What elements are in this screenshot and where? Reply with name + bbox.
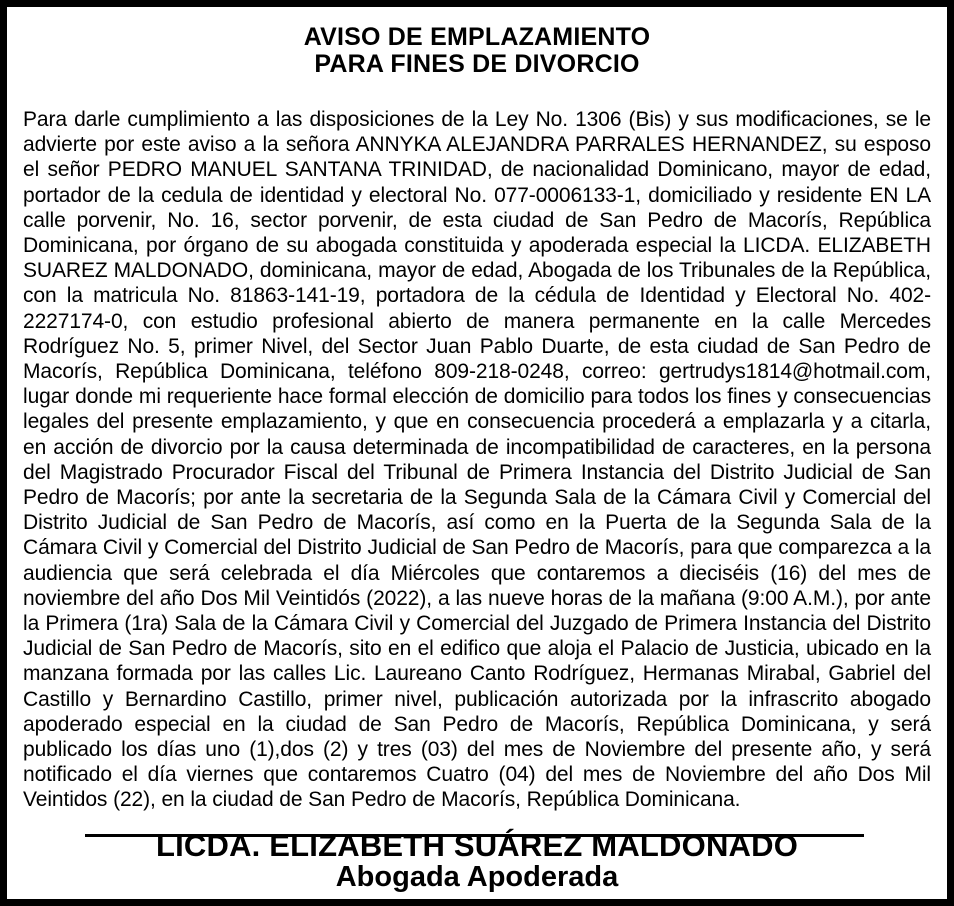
notice-title: [23, 24, 931, 78]
notice-title-line2: PARA FINES DE DIVORCIO: [314, 50, 640, 78]
signature-name: LICDA. ELIZABETH SUÁREZ MALDONADO: [155, 827, 799, 863]
notice-body-paragraph: Para darle cumplimiento a las disposiciones de la Ley No. 1306 (Bis) y sus modificaciones, se le advierte por este aviso a la señora ANNYKA ALEJANDRA PARRALES HERNANDEZ, su esposo el señor PEDRO MANUEL SANTANA TRINIDAD, de nacionalidad Dominicano, mayor de edad, portador de la cedula de identidad y electoral No. 077-0006133-1, domiciliado y residente EN LA calle porvenir, No. 16, sector porvenir, de esta ciudad de San Pedro de Macorís, República Dominicana, por órgano de su abogada constituida y apoderada especial la LICDA. ELIZABETH SUAREZ MALDONADO, dominicana, mayor de edad, Abogada de los Tribunales de la República, con la matricula No. 81863-141-19, portadora de la cédula de Identidad y Electoral No. 402-2227174-0, con estudio profesional abierto de manera permanente en la calle Mercedes Rodríguez No. 5, primer Nivel, del Sector Juan Pablo Duarte, de esta ciudad de San Pedro de Macorís, República Dominicana, teléfono 809-218-0248, correo: gertrudys1814@hotmail.com, lugar donde mi requeriente hace formal elección de domicilio para todos los fines y consecuencias legales del presente emplazamiento, y que en consecuencia procederá a emplazarla y a citarla, en acción de divorcio por la causa determinada de incompatibilidad de caracteres, en la persona del Magistrado Procurador Fiscal del Tribunal de Primera Instancia del Distrito Judicial de San Pedro de Macorís; por ante la secretaria de la Segunda Sala de la Cámara Civil y Comercial del Distrito Judicial de San Pedro de Macorís, así como en la Puerta de la Segunda Sala de la Cámara Civil y Comercial del Distrito Judicial de San Pedro de Macorís, para que comparezca a la audiencia que será celebrada el día Miércoles que contaremos a dieciséis (16) del mes de noviembre del año Dos Mil Veintidós (2022), a las nueve horas de la mañana (9:00 A.M.), por ante la Primera (1ra) Sala de la Cámara Civil y Comercial del Juzgado de Primera Instancia del Distrito Judicial de San Pedro de Macorís, sito en el edifico que aloja el Palacio de Justicia, ubicado en la manzana formada por las calles Lic. Laureano Canto Rodríguez, Hermanas Mirabal, Gabriel del Castillo y Bernardino Castillo, primer nivel, publicación autorizada por la infrascrito abogado apoderado especial en la ciudad de San Pedro de Macorís, República Dominicana, y será publicado los días uno (1),dos (2) y tres (03) del mes de Noviembre del presente año, y será notificado el día viernes que contaremos Cuatro (04) del mes de Noviembre del año Dos Mil Veintidos (22), en la ciudad de San Pedro de Macorís, República Dominicana.: [23, 108, 931, 812]
signature-block: [23, 827, 931, 893]
notice-title-line1: AVISO DE EMPLAZAMIENTO: [303, 23, 651, 51]
signature-role: Abogada Apoderada: [335, 860, 619, 893]
